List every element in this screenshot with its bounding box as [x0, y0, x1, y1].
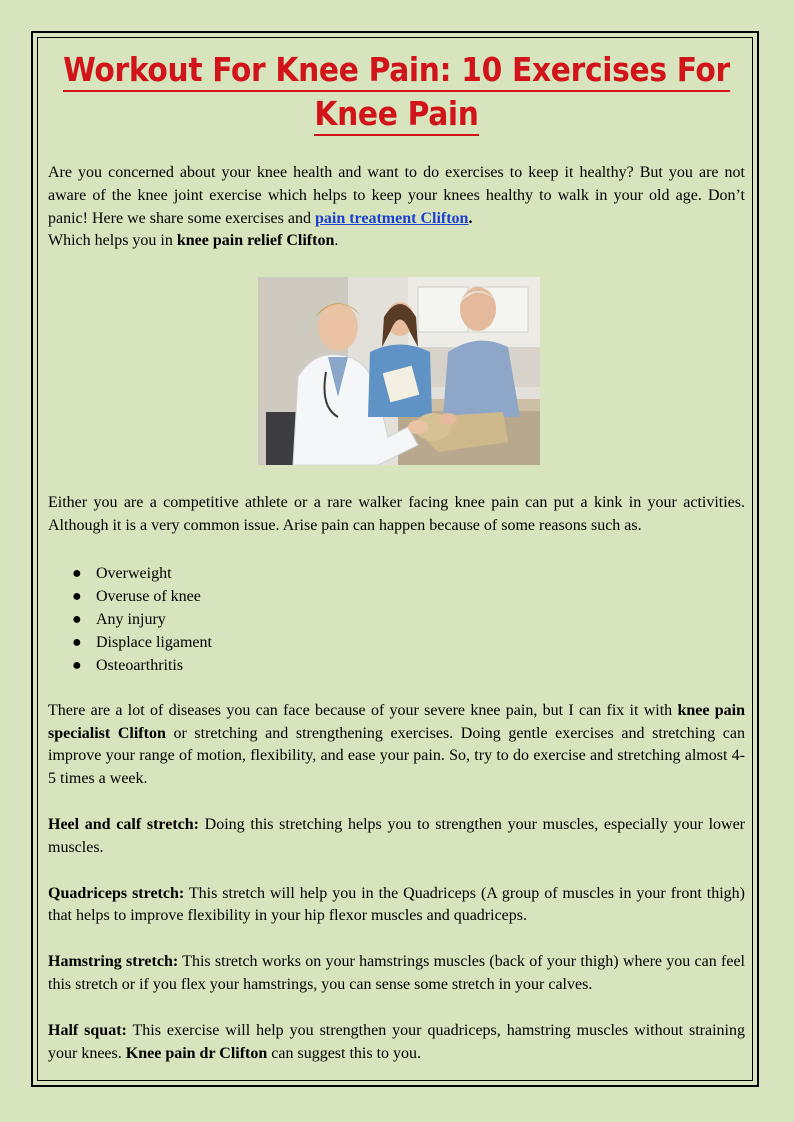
pain-treatment-link[interactable]: pain treatment Clifton	[314, 209, 469, 227]
exercise-hamstring-stretch: Hamstring stretch: This stretch works on your hamstrings muscles (back of your thigh) where you can feel this stretch or if you flex your hamstrings, you can sense some stretch in your calves.	[48, 953, 745, 993]
exercise-quadriceps-stretch: Quadriceps stretch: This stretch will help you in the Quadriceps (A group of muscles in your front thigh) that helps to improve flexibility in your hip flexor muscles and quadriceps.	[48, 884, 746, 925]
photo-container	[48, 277, 745, 465]
list-item: ● Osteoarthritis	[72, 656, 184, 674]
list-item: ● Overweight	[72, 564, 172, 582]
causes-list	[48, 562, 745, 677]
intro-paragraph: Are you concerned about your knee health and want to do exercises to keep it healthy? But you are not aware of the knee joint exercise which helps to keep your knees healthy to walk in your old age. Don’t panic! Here we share some exercises and pain treatment Clifton. Which helps you in knee pain relief Clifton.	[48, 164, 745, 250]
list-item: ● Displace ligament	[72, 633, 212, 651]
list-item: ● Any injury	[72, 610, 166, 628]
list-item: ● Overuse of knee	[72, 587, 201, 605]
exercise-heel-calf-stretch: Heel and calf stretch: Doing this stretching helps you to strengthen your muscles, especially your lower muscles.	[48, 815, 746, 856]
page-title: Workout For Knee Pain: 10 Exercises For Knee Pain	[48, 48, 745, 136]
causes-intro-paragraph: Either you are a competitive athlete or a rare walker facing knee pain can put a kink in your activities. Although it is a very common issue. Arise pain can happen because of some reasons such as.	[48, 494, 745, 534]
doctor-examining-knee-photo	[258, 277, 540, 465]
treatment-paragraph: There are a lot of diseases you can face because of your severe knee pain, but I can fix it with knee pain specialist Clifton or stretching and strengthening exercises. Doing gentle exercises and stretching can improve your range of motion, flexibility, and ease your pain. So, try to do exercise and stretching almost 4-5 times a week.	[48, 701, 746, 788]
exercise-half-squat: Half squat: This exercise will help you strengthen your quadriceps, hamstring muscles without straining your knees. Knee pain dr Clifton can suggest this to you.	[48, 1021, 745, 1062]
document-content	[48, 48, 745, 1065]
